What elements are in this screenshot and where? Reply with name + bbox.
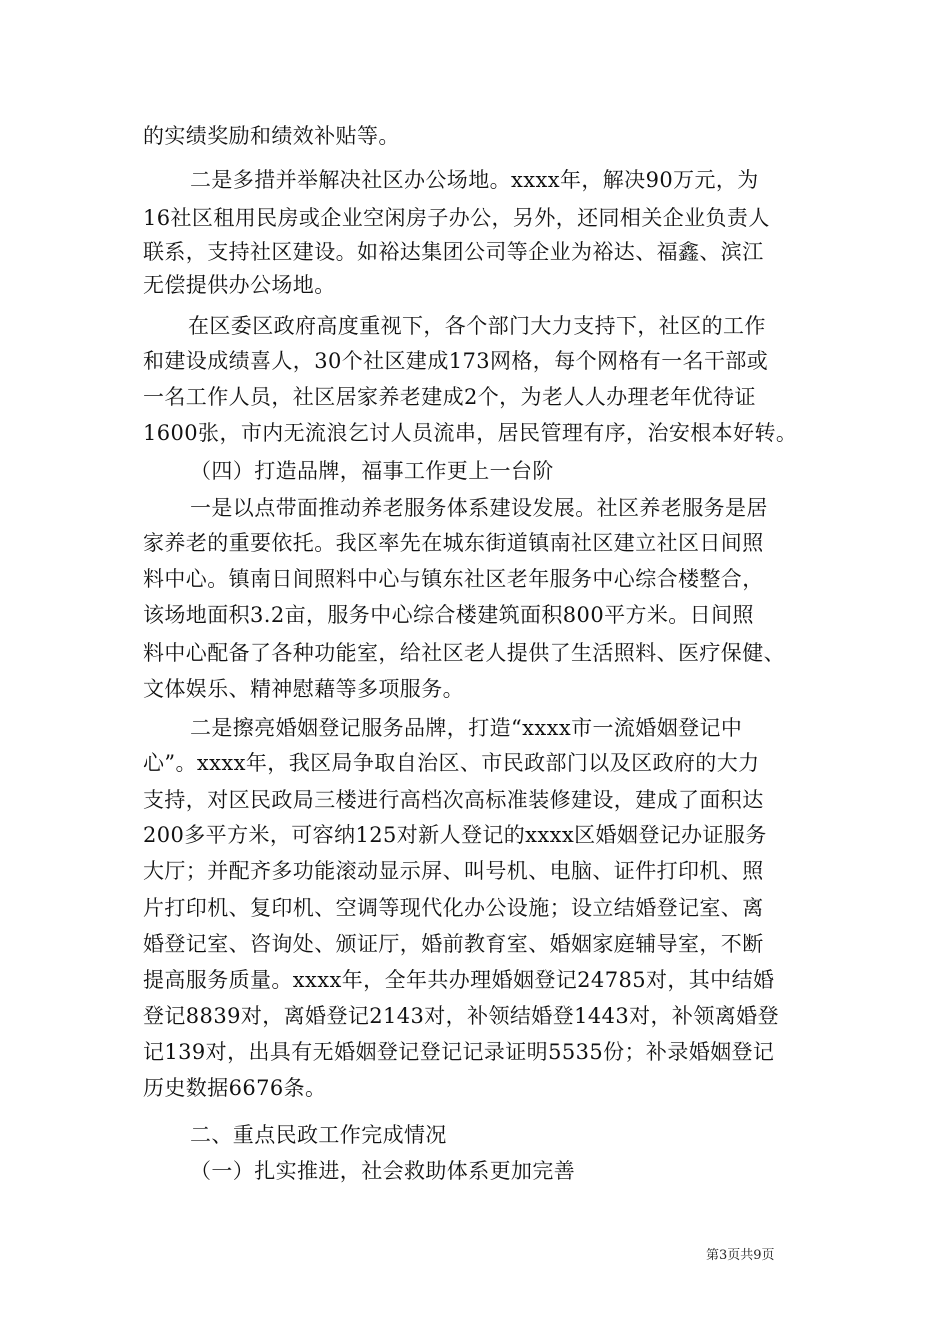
text-line: 婚登记室、咨询处、颁证厅，婚前教育室、婚姻家庭辅导室，不断 [143,932,764,956]
text-line: 料中心。镇南日间照料中心与镇东社区老年服务中心综合楼整合， [143,567,764,591]
subsection-heading: （一）扎实推进，社会救助体系更加完善 [190,1159,576,1183]
text-line: 和建设成绩喜人，30个社区建成173网格，每个网格有一名干部或 [143,349,769,373]
text-line: 文体娱乐、精神慰藉等多项服务。 [143,677,464,701]
text-line: 支持，对区民政局三楼进行高档次高标准装修建设，建成了面积达 [143,788,764,812]
text-line: 1600张，市内无流浪乞讨人员流串，居民管理有序，治安根本好转。 [143,421,798,445]
text-line: 一名工作人员，社区居家养老建成2个，为老人人办理老年优待证 [143,385,756,409]
paragraph-first-line: 二是擦亮婚姻登记服务品牌，打造“xxxx市一流婚姻登记中 [190,716,743,740]
text-line: 大厅；并配齐多功能滚动显示屏、叫号机、电脑、证件打印机、照 [143,859,764,883]
text-line: 家养老的重要依托。我区率先在城东街道镇南社区建立社区日间照 [143,531,764,555]
paragraph-first-line: 一是以点带面推动养老服务体系建设发展。社区养老服务是居 [190,496,768,520]
paragraph-first-line: 二是多措并举解决社区办公场地。xxxx年，解决90万元，为 [190,168,759,192]
text-line: 料中心配备了各种功能室，给社区老人提供了生活照料、医疗保健、 [143,641,785,665]
text-line: 200多平方米，可容纳125对新人登记的xxxx区婚姻登记办证服务 [143,823,767,847]
page-number: 第3页共9页 [706,1248,775,1263]
text-line: 记139对，出具有无婚姻登记登记记录证明5535份；补录婚姻登记 [143,1040,775,1064]
text-line: 无偿提供办公场地。 [143,273,336,297]
paragraph-first-line: 在区委区政府高度重视下，各个部门大力支持下，社区的工作 [188,314,766,338]
text-line: 提高服务质量。xxxx年，全年共办理婚姻登记24785对，其中结婚 [143,968,775,992]
text-line: 的实绩奖励和绩效补贴等。 [143,124,400,148]
text-line: 片打印机、复印机、空调等现代化办公设施；设立结婚登记室、离 [143,896,764,920]
text-line: 心”。xxxx年，我区局争取自治区、市民政部门以及区政府的大力 [143,751,760,775]
text-line: 历史数据6676条。 [143,1076,327,1100]
text-line: 登记8839对，离婚登记2143对，补领结婚登1443对，补领离婚登 [143,1004,779,1028]
text-line: 该场地面积3.2亩，服务中心综合楼建筑面积800平方米。日间照 [143,603,754,627]
text-line: 16社区租用民房或企业空闲房子办公，另外，还同相关企业负责人 [143,206,770,230]
section-heading: （四）打造品牌，福事工作更上一台阶 [190,459,554,483]
text-line: 联系，支持社区建设。如裕达集团公司等企业为裕达、福鑫、滨江 [143,240,764,264]
section-heading: 二、重点民政工作完成情况 [190,1123,447,1147]
